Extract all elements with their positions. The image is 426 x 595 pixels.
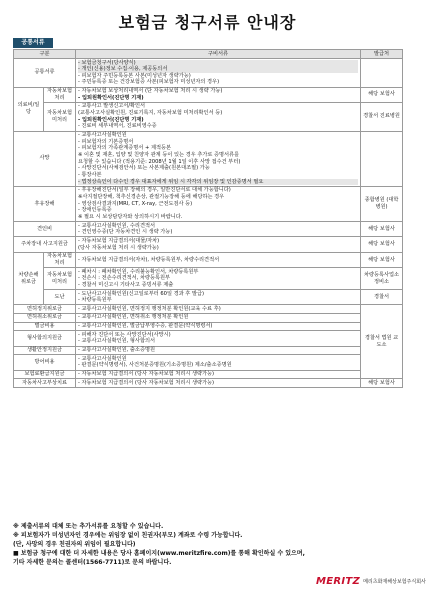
section-tag: 공통서류 <box>13 38 53 48</box>
document-line: - 차량등록원부 <box>78 297 112 304</box>
row-category: 견인비 <box>14 222 76 237</box>
document-line: - 주민등록증 또는 건강보험증 사본(피보험자 미성년자의 경우) <box>78 79 220 86</box>
logo-company-name: 메리츠화재해상보험주식회사 <box>363 578 426 585</box>
document-line: - 교통사고사실확인원 <box>78 132 127 139</box>
document-line: - 자동차보험 지급결의서 (당사 자동차보험 처리시 생략가능) <box>78 371 215 378</box>
row-issuer: 경찰서 <box>361 290 403 305</box>
row-documents <box>76 252 361 267</box>
row-issuer <box>361 131 403 186</box>
row-documents <box>76 268 361 290</box>
note-line: (단, 사망의 경우 친권자의 위임이 필요합니다) <box>13 541 136 548</box>
row-issuer: 해당 보험사 <box>361 237 403 252</box>
row-subcategory: 자동차보험 처리 <box>44 87 76 102</box>
document-line: - 견인영수증(단 자동차견인 시 생략 가능) <box>78 229 173 236</box>
table-row <box>14 322 403 331</box>
row-issuer: 해당 보험사 <box>361 222 403 237</box>
row-documents <box>76 331 361 346</box>
row-category: 의료비/일당 <box>14 87 44 131</box>
row-issuer: 해당 보험사 <box>361 379 403 388</box>
row-subcategory: 도난 <box>44 290 76 305</box>
document-line: - 입퇴원확인서(진단명 기재) <box>78 94 144 101</box>
document-line: - 입퇴원확인서(진단명 기재) <box>78 116 144 123</box>
row-documents <box>76 131 361 186</box>
documents-table <box>13 49 403 388</box>
row-category: 보험료환급지원금 <box>14 370 76 379</box>
row-documents <box>76 322 361 331</box>
row-documents <box>76 313 361 322</box>
row-category: 후유장해 <box>14 186 76 221</box>
note-line: 기타 자세한 문의는 콜센터(1566-7711)로 문의 바랍니다. <box>13 559 172 566</box>
document-line: (당사 자동차보험 처리 시 생략가능) <box>78 244 159 251</box>
document-line: - 개인(신용)정보 수집·이용, 제공동의서 <box>78 66 358 73</box>
row-issuer <box>361 59 403 88</box>
document-line: - 자동차보험 지급결의서 (당사 자동차보험 처리시 생략가능) <box>78 379 215 386</box>
table-header-row <box>14 50 403 59</box>
note-line: ■ 보험금 청구에 대한 더 자세한 내용은 당사 홈페이지(www.meritzfire.com)를 통해 확인하실 수 있으며, <box>13 550 305 557</box>
document-line: - 교통사고사실확인원, 벌금납부영수증, 판결문(약식명령서) <box>78 323 213 330</box>
document-line: - 보험금청구서(당사양식) <box>78 60 358 67</box>
document-line: - 자동차보험 지급결의서(대물/자차) <box>78 237 160 244</box>
row-category: 공통서류 <box>14 59 76 88</box>
row-category: 사망 <box>14 131 76 186</box>
table-row <box>14 186 403 221</box>
table-row <box>14 290 403 305</box>
row-documents <box>76 102 361 131</box>
note-line: ※ 제출서류의 대체 또는 추가서류를 요청할 수 있습니다. <box>13 523 164 530</box>
row-category: 생활안정지원금 <box>14 346 76 355</box>
table-row <box>14 331 403 346</box>
document-line: - 후유장해진단서(일부 장해의 경우, 일반진단서로 대체 가능합니다) <box>78 187 231 194</box>
row-issuer: 해당 보험사 <box>361 252 403 267</box>
row-category: 면허취소위로금 <box>14 313 76 322</box>
table-row <box>14 346 403 355</box>
document-line: - 사망진단서(사체검안서) 또는 사본제출(원본대조필) 가능 <box>78 165 210 172</box>
document-line: - 교통사고사실확인원 <box>78 355 127 362</box>
document-line: - 통장사본 <box>78 172 102 178</box>
document-line: - 폐차시 : 폐차확인원, 수리불능확인서, 차량등록원부 <box>78 268 199 275</box>
document-line: - 자동차보험 지급결의서(자차), 차량등록원부, 차량수리견적서 <box>78 256 220 263</box>
table-row <box>14 313 403 322</box>
row-documents <box>76 290 361 305</box>
meritz-logo <box>316 573 426 589</box>
table-row <box>14 379 403 388</box>
document-line: - 교통사고사실확인원, 형사합의서 <box>78 338 155 345</box>
row-documents <box>76 237 361 252</box>
row-category: 방어비용 <box>14 355 76 370</box>
row-documents <box>76 379 361 388</box>
document-line: - 피해자 진단서 또는 사망진단서(사망시) <box>78 331 171 338</box>
row-issuer: 차량등록사업소 정비소 <box>361 268 403 290</box>
document-line: ※ 이혼 및 재혼, 입양 및 친양자 관계 등이 있는 경우 추가로 증명서류를 <box>78 152 240 159</box>
table-row <box>14 59 403 88</box>
row-issuer: 종합병원 (대학병원) <box>361 186 403 221</box>
table-row <box>14 252 403 267</box>
header-documents: 구비서류 <box>76 50 361 59</box>
table-row <box>14 87 403 102</box>
document-line: - 자동차보험 보상처리내역서 (단 자동차보험 처리 시 생략 가능) <box>78 88 223 95</box>
document-line: - 도난사고사실확인원(신고일로부터 60일 경과 후 발급) <box>78 290 204 297</box>
page-title: 보험금 청구서류 안내장 <box>118 13 297 32</box>
row-documents <box>76 186 361 221</box>
table-row <box>14 131 403 186</box>
document-line: ※사지절단장해, 척추신경손상, 관절기능장해 등에 해당하는 경우 <box>78 193 225 200</box>
logo-mark: MERITZ <box>316 575 361 587</box>
row-issuer: 해당 보험사 <box>361 87 403 102</box>
row-category: 자동차사고부상치료 <box>14 379 76 388</box>
row-issuer: 경찰서 진료병원 <box>361 102 403 131</box>
document-line: - 피보험자 주민등록등본 사본(미성년자 생략가능) <box>78 72 191 79</box>
row-category: 차량손해 위로금 <box>14 252 44 305</box>
document-line: (교통사고사실확인원, 진료기록지, 자동차보험 미처리확인서 등) <box>78 110 223 117</box>
document-line: - 경찰서 미신고시 기타사고 증빙서류 제출 <box>78 281 174 288</box>
table-row <box>14 355 403 370</box>
note-line: ※ 피보험자가 미성년자인 경우에는 위임장 없이 친권자(부모) 계좌로 수령 가능합니다. <box>13 532 243 539</box>
document-line: 요청할 수 있습니다 (적용기준: 2008년 1월 1일 이후 사망 접수건 부터) <box>78 158 241 165</box>
header-issuer: 발급처 <box>361 50 403 59</box>
row-documents <box>76 370 361 379</box>
document-line: - 전손시 : 전손수리견적서, 차량등록원부 <box>78 275 171 282</box>
table-row <box>14 305 403 314</box>
row-issuer: 경찰서 법원 교도소 <box>361 305 403 379</box>
table-row <box>14 102 403 131</box>
row-category: 면허정지위로금 <box>14 305 76 314</box>
table-row <box>14 237 403 252</box>
document-line: ※ 필요 시 보상담당자와 상의하시기 바랍니다. <box>78 213 183 220</box>
document-line: - 교통사고사실확인원, 면허정지 행정처분 확인원(교육 수료 후) <box>78 305 221 312</box>
row-documents <box>76 355 361 370</box>
document-line: - 법정상속인이 다수인 경우 대표자에게 위임 시 각각의 위임장 및 인감증명서 필요 <box>78 179 358 186</box>
notes-section <box>13 522 402 567</box>
table-row <box>14 268 403 290</box>
row-category: 주차장내 사고지원금 <box>14 237 76 252</box>
row-subcategory: 자동차보험 처리 <box>44 252 76 267</box>
document-line: - 판결문(약식명령서), 사건처분증명원(기소증명원) 제소/출소증명원 <box>78 362 232 369</box>
document-line: - 교통사고 발생신고서/확인서 <box>78 103 146 110</box>
row-documents <box>76 59 361 88</box>
document-line: - 교통사고사실확인원, 면허취소 행정처분 확인원 <box>78 314 189 321</box>
document-line: - 장애인등록증 <box>78 207 112 214</box>
table-row <box>14 370 403 379</box>
row-subcategory: 자동차보험 미처리 <box>44 268 76 290</box>
table-row <box>14 222 403 237</box>
row-documents <box>76 305 361 314</box>
row-documents <box>76 346 361 355</box>
document-line: - 영상검사결과지(MRI, CT, X-ray, 근전도검사 등) <box>78 200 193 207</box>
document-line: - 교통사고사실확인원, 출소증명원 <box>78 347 155 354</box>
row-category: 형사합의지원금 <box>14 331 76 346</box>
document-line: - 교통사고사실확인원, 수리견적서 <box>78 222 155 229</box>
document-line: - 진료비 세부내역서, 진료비영수증 <box>78 123 157 130</box>
row-category: 벌금비용 <box>14 322 76 331</box>
document-line: - 피보험자의 기본증명서 <box>78 138 134 145</box>
row-documents <box>76 87 361 102</box>
document-line: - 피보험자의 가족관계증명서 + 제적등본 <box>78 145 171 152</box>
row-documents <box>76 222 361 237</box>
header-category: 구분 <box>14 50 76 59</box>
row-subcategory: 자동차보험 미처리 <box>44 102 76 131</box>
